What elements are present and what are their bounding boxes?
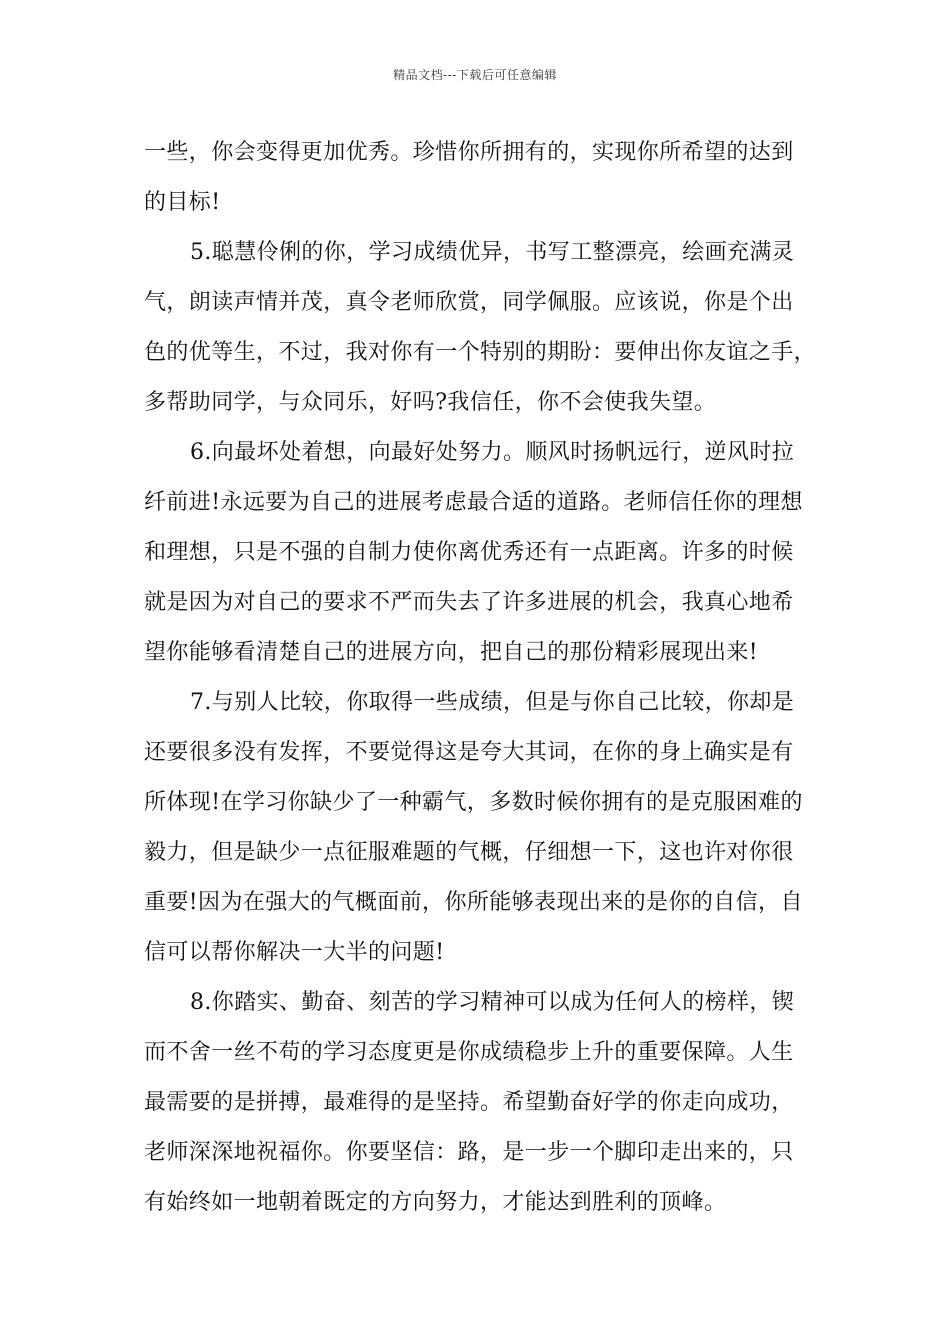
text-line: 的目标! [144,190,221,215]
text-line: 毅力，但是缺少一点征服难题的气概，仔细想一下，这也许对你很 [144,840,794,865]
text-line: 就是因为对自己的要求不严而失去了许多进展的机会，我真心地希 [144,590,794,615]
text-line: 8.你踏实、勤奋、刻苦的学习精神可以成为任何人的榜样，锲 [190,990,795,1015]
text-line: 色的优等生，不过，我对你有一个特别的期盼：要伸出你友谊之手， [144,340,817,365]
text-line: 5.聪慧伶俐的你，学习成绩优异，书写工整漂亮，绘画充满灵 [190,240,795,265]
text-line: 望你能够看清楚自己的进展方向，把自己的那份精彩展现出来! [144,640,759,665]
text-line: 重要!因为在强大的气概面前，你所能够表现出来的是你的自信，自 [144,890,803,915]
text-line: 一些，你会变得更加优秀。珍惜你所拥有的，实现你所希望的达到 [144,140,794,165]
text-line: 6.向最坏处着想，向最好处努力。顺风时扬帆远行，逆风时拉 [190,440,795,465]
text-line: 而不舍一丝不苟的学习态度更是你成绩稳步上升的重要保障。人生 [144,1040,794,1065]
text-line: 和理想，只是不强的自制力使你离优秀还有一点距离。许多的时候 [144,540,794,565]
text-line: 老师深深地祝福你。你要坚信：路，是一步一个脚印走出来的，只 [144,1140,794,1165]
text-line: 还要很多没有发挥，不要觉得这是夸大其词，在你的身上确实是有 [144,740,794,765]
page-header: 精品文档---下载后可任意编辑 [393,68,557,82]
text-line: 信可以帮你解决一大半的问题! [144,940,445,965]
text-line: 7.与别人比较，你取得一些成绩，但是与你自己比较，你却是 [190,690,795,715]
text-line: 有始终如一地朝着既定的方向努力，才能达到胜利的顶峰。 [144,1190,727,1215]
text-line: 纤前进!永远要为自己的进展考虑最合适的道路。老师信任你的理想 [144,490,803,515]
text-line: 所体现!在学习你缺少了一种霸气，多数时候你拥有的是克服困难的 [144,790,803,815]
body-text [144,128,817,1228]
text-line: 多帮助同学，与众同乐，好吗?我信任，你不会使我失望。 [144,390,717,415]
text-line: 气，朗读声情并茂，真令老师欣赏，同学佩服。应该说，你是个出 [144,290,794,315]
text-line: 最需要的是拼搏，最难得的是坚持。希望勤奋好学的你走向成功， [144,1090,794,1115]
